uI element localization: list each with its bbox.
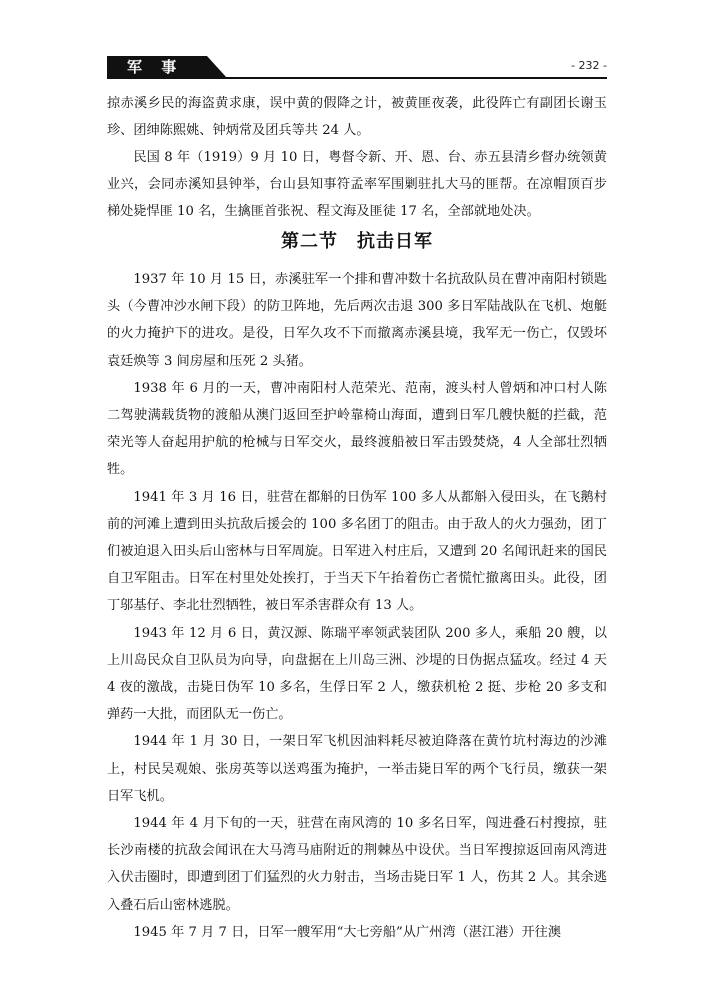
section-body xyxy=(107,266,607,946)
paragraph: 1937 年 10 月 15 日，赤溪驻军一个排和曹冲数十名抗敌队员在曹冲南阳村锁匙头（今曹冲沙水闸下段）的防卫阵地，先后两次击退 300 多日军陆战队在飞机、炮艇的火力掩护下的进攻。是役，日军久攻不下而撤离赤溪县境，我军无一伤亡，仅毁坏袁廷焕等 3 间房屋和压死 2 头猪。 xyxy=(107,272,607,369)
header-rule xyxy=(107,77,607,79)
paragraph: 1944 年 1 月 30 日，一架日军飞机因油料耗尽被迫降落在黄竹坑村海边的沙滩上，村民吴观娘、张房英等以送鸡蛋为掩护，一举击毙日军的两个飞行员，缴获一架日军飞机。 xyxy=(107,734,607,804)
paragraph: 1938 年 6 月的一天，曹冲南阳村人范荣光、范南，渡头村人曾炳和冲口村人陈二驾驶满载货物的渡船从澳门返回至护岭靠椅山海面，遭到日军几艘快艇的拦截，范荣光等人奋起用护航的枪械与日军交火，最终渡船被日军击毁焚烧，4 人全部壮烈牺牲。 xyxy=(107,380,607,478)
section-title: 第二节 抗击日军 xyxy=(281,231,433,252)
page-number: - 232 - xyxy=(571,59,607,72)
paragraph: 民国 8 年（1919）9 月 10 日，粤督令新、开、恩、台、赤五县清乡督办统领黄业兴，会同赤溪知县钟举，台山县知事符孟率军围剿驻扎大马的匪帮。在凉帽顶百步梯处毙悍匪 10 名，生擒匪首张祝、程文海及匪徒 17 名，全部就地处决。 xyxy=(107,150,607,219)
intro-text xyxy=(107,90,607,225)
paragraph: 1943 年 12 月 6 日，黄汉源、陈瑞平率领武装团队 200 多人，乘船 20 艘，以上川岛民众自卫队员为向导，向盘据在上川岛三洲、沙堤的日伪据点猛攻。经过 4 天 4 夜的激战，击毙日伪军 10 多名，生俘日军 2 人，缴获机枪 2 挺、步枪 20 多支和弹药一大批，而团队无一伤亡。 xyxy=(107,625,607,723)
paragraph-truncated: 1945 年 7 月 7 日，日军一艘军用“大七旁船”从广州湾（湛江港）开往澳 xyxy=(133,924,562,940)
header-label: 军 事 xyxy=(127,58,184,76)
running-header xyxy=(107,56,607,78)
paragraph: 1941 年 3 月 16 日，驻营在都斛的日伪军 100 多人从都斛入侵田头，在飞鹅村前的河滩上遭到田头抗敌后援会的 100 多名团丁的阻击。由于敌人的火力强劲，团丁们被迫退入田头后山密林与日军周旋。日军进入村庄后，又遭到 20 名闻讯赶来的国民自卫军阻击。日军在村里处处挨打，于当天下午抬着伤亡者慌忙撤离田头。此役，团丁邬基仔、李北壮烈牺牲，被日军杀害群众有 13 人。 xyxy=(107,489,607,614)
paragraph-continued: 掠赤溪乡民的海盗黄求康，误中黄的假降之计，被黄匪夜袭，此役阵亡有副团长谢玉珍、团绅陈熙姚、钟炳常及团兵等共 24 人。 xyxy=(107,96,607,138)
paragraph: 1944 年 4 月下旬的一天，驻营在南风湾的 10 多名日军，闯进叠石村搜掠，驻长沙南楼的抗敌会闻讯在大马湾马庙附近的荆棘丛中设伏。当日军搜掠返回南风湾进入伏击圈时，即遭到团丁们猛烈的火力射击，当场击毙日军 1 人，伤其 2 人。其余逃入叠石后山密林逃脱。 xyxy=(107,816,607,913)
header-tab xyxy=(107,56,227,78)
